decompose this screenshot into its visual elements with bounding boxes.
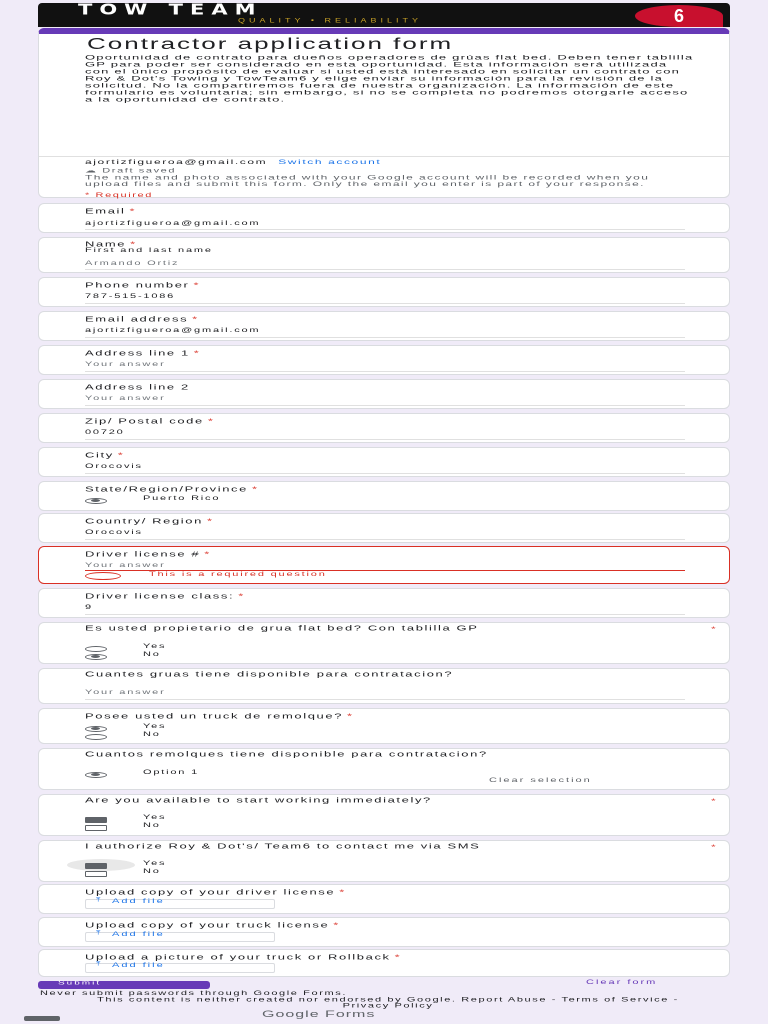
google-forms-logo: Google Forms bbox=[262, 1010, 376, 1020]
header-banner bbox=[38, 3, 730, 27]
question-title: Cuantes gruas tiene disponible para contratacion? bbox=[85, 669, 454, 679]
banner-logo-badge: 6 bbox=[635, 5, 723, 27]
add-file-button[interactable] bbox=[85, 963, 275, 973]
radio-yes[interactable] bbox=[85, 646, 107, 652]
question-title: Address line 1 bbox=[85, 349, 190, 358]
draft-status: Draft saved bbox=[102, 167, 177, 175]
question-truck: Posee usted un truck de remolque? * Yes No bbox=[38, 708, 730, 744]
question-upload-picture: Upload a picture of your truck or Rollback * ⤒ Add file bbox=[38, 949, 730, 977]
upload-icon: ⤒ bbox=[96, 930, 101, 937]
option-label: Yes bbox=[143, 860, 167, 867]
question-driver-license: Driver license # * Your answer This is a required question bbox=[38, 546, 730, 584]
question-title: Driver license class: bbox=[85, 592, 235, 601]
question-help: First and last name bbox=[85, 247, 213, 254]
required-asterisk: * bbox=[129, 207, 137, 216]
required-asterisk: * bbox=[711, 625, 716, 633]
question-license-class: Driver license class: * 9 bbox=[38, 588, 730, 618]
question-title: Upload copy of your truck license bbox=[85, 921, 330, 930]
question-address-line-1: Address line 1 * Your answer bbox=[38, 345, 730, 375]
clear-selection-button[interactable]: Clear selection bbox=[489, 777, 592, 784]
checkbox-yes[interactable] bbox=[85, 863, 107, 869]
question-title: Phone number bbox=[85, 281, 190, 290]
clear-form-button[interactable]: Clear form bbox=[586, 979, 658, 986]
option-label: Yes bbox=[143, 643, 167, 650]
option-label: No bbox=[143, 868, 161, 875]
radio-selected[interactable] bbox=[85, 498, 107, 504]
banner-tagline: QUALITY • RELIABILITY bbox=[238, 17, 423, 24]
phone-field[interactable]: 787-515-1086 bbox=[85, 293, 176, 300]
question-title: Email address bbox=[85, 315, 189, 324]
question-email-address: Email address * ajortizfigueroa@gmail.com bbox=[38, 311, 730, 341]
password-warning: Never submit passwords through Google Forms. bbox=[40, 990, 347, 997]
question-owner bbox=[38, 622, 730, 664]
option-label: Option 1 bbox=[143, 769, 199, 776]
question-address-line-2 bbox=[38, 379, 730, 409]
banner-brand: TOW TEAM bbox=[78, 3, 263, 18]
footer-disclaimer[interactable]: This content is neither created nor endorsed by Google. Report Abuse - Terms of Service - Privacy Policy bbox=[97, 996, 679, 1010]
question-gruas bbox=[38, 668, 730, 704]
question-title: Cuantos remolques tiene disponible para contratacion? bbox=[85, 749, 488, 759]
add-file-button[interactable] bbox=[85, 899, 275, 909]
license-class-field[interactable]: 9 bbox=[85, 604, 93, 611]
option-label: Yes bbox=[143, 723, 167, 730]
add-file-label: Add file bbox=[112, 898, 165, 905]
option-label: No bbox=[143, 731, 161, 738]
question-title: Address line 2 bbox=[85, 383, 190, 392]
form-description: Oportunidad de contrato para dueños operadores de grúas flat bed. Deben tener tablilla GP para poder ser considerado en esta oportunidad. Esta información será utilizada con el único propósito de evaluar si usted está interesado en solicitar un contrato con Roy & Dot's Towing y TowTeam6 y elige enviar su información para la revisión de la solicitud. No la compartiremos fuera de nuestra organización. La información de este formulario es voluntaria; sin embargo, si no se completa no podremos otorgarle acceso a la oportunidad de contrato. bbox=[85, 53, 694, 103]
question-title: Upload copy of your driver license bbox=[85, 888, 336, 897]
radio-no[interactable] bbox=[85, 654, 107, 660]
submit-label: Submit bbox=[58, 980, 102, 987]
checkbox-yes[interactable] bbox=[85, 817, 107, 823]
switch-account-link[interactable]: Switch account bbox=[278, 158, 382, 166]
divider bbox=[39, 156, 729, 157]
question-title: Email bbox=[85, 207, 126, 216]
question-email bbox=[38, 203, 730, 233]
checkbox-no[interactable] bbox=[85, 825, 107, 831]
question-available bbox=[38, 794, 730, 836]
country-field[interactable]: Orocovis bbox=[85, 529, 143, 536]
option-label: Yes bbox=[143, 814, 167, 821]
upload-icon: ⤒ bbox=[96, 897, 101, 904]
option-label: Puerto Rico bbox=[143, 495, 221, 502]
add-file-label: Add file bbox=[112, 931, 165, 938]
report-icon[interactable] bbox=[24, 1016, 60, 1021]
radio-option-1[interactable] bbox=[85, 772, 107, 778]
question-title: Driver license # bbox=[85, 550, 201, 559]
email-address-field[interactable]: ajortizfigueroa@gmail.com bbox=[85, 327, 261, 334]
question-title: Zip/ Postal code bbox=[85, 417, 204, 426]
required-asterisk: * bbox=[711, 797, 716, 805]
required-asterisk: * bbox=[711, 843, 716, 851]
question-title: Are you available to start working immediately? bbox=[85, 795, 432, 805]
question-remolques bbox=[38, 748, 730, 790]
question-name: Name * First and last name Armando Ortiz bbox=[38, 237, 730, 273]
driver-license-field[interactable]: Your answer bbox=[85, 562, 166, 569]
question-zip: Zip/ Postal code * 00720 bbox=[38, 413, 730, 443]
option-label: No bbox=[143, 651, 161, 658]
account-email: ajortizfigueroa@gmail.com bbox=[85, 158, 268, 166]
address-line-2-field[interactable]: Your answer bbox=[85, 395, 166, 402]
question-title: Posee usted un truck de remolque? bbox=[85, 712, 344, 721]
question-title: State/Region/Province bbox=[85, 485, 248, 494]
radio-yes[interactable] bbox=[85, 726, 107, 732]
radio-no[interactable] bbox=[85, 734, 107, 740]
cloud-icon: ☁ bbox=[85, 167, 98, 175]
question-country: Country/ Region * Orocovis bbox=[38, 513, 730, 543]
question-title: Name bbox=[85, 240, 127, 249]
question-upload-license: Upload copy of your driver license * ⤒ Add file bbox=[38, 884, 730, 914]
question-state: State/Region/Province * Puerto Rico bbox=[38, 481, 730, 511]
question-authorize-sms bbox=[38, 840, 730, 882]
required-note: * Required bbox=[85, 192, 153, 199]
form-title: Contractor application form bbox=[87, 34, 454, 53]
address-line-1-field[interactable]: Your answer bbox=[85, 361, 166, 368]
error-message: This is a required question bbox=[149, 571, 327, 578]
question-title: I authorize Roy & Dot's/ Team6 to contact me via SMS bbox=[85, 841, 481, 851]
city-field[interactable]: Orocovis bbox=[85, 463, 143, 470]
email-field[interactable]: ajortizfigueroa@gmail.com bbox=[85, 220, 261, 227]
question-title: City bbox=[85, 451, 114, 460]
gruas-field[interactable]: Your answer bbox=[85, 689, 166, 696]
add-file-button[interactable] bbox=[85, 932, 275, 942]
form-header-card bbox=[38, 28, 730, 198]
checkbox-no[interactable] bbox=[85, 871, 107, 877]
submit-button[interactable] bbox=[38, 981, 210, 989]
add-file-label: Add file bbox=[112, 962, 165, 969]
upload-icon: ⤒ bbox=[96, 961, 101, 968]
question-title: Country/ Region bbox=[85, 517, 203, 526]
question-title: Es usted propietario de grua flat bed? Con tablilla GP bbox=[85, 623, 479, 633]
question-city: City * Orocovis bbox=[38, 447, 730, 477]
option-label: No bbox=[143, 822, 161, 829]
zip-field[interactable]: 00720 bbox=[85, 429, 125, 436]
error-icon bbox=[85, 572, 121, 580]
privacy-note: The name and photo associated with your Google account will be recorded when you upload files and submit this form. Only the email you enter is part of your response. bbox=[85, 173, 650, 188]
question-title: Upload a picture of your truck or Rollback bbox=[85, 953, 391, 962]
name-field[interactable]: Armando Ortiz bbox=[85, 260, 180, 267]
question-phone: Phone number * 787-515-1086 bbox=[38, 277, 730, 307]
question-upload-truck: Upload copy of your truck license * ⤒ Add file bbox=[38, 917, 730, 947]
